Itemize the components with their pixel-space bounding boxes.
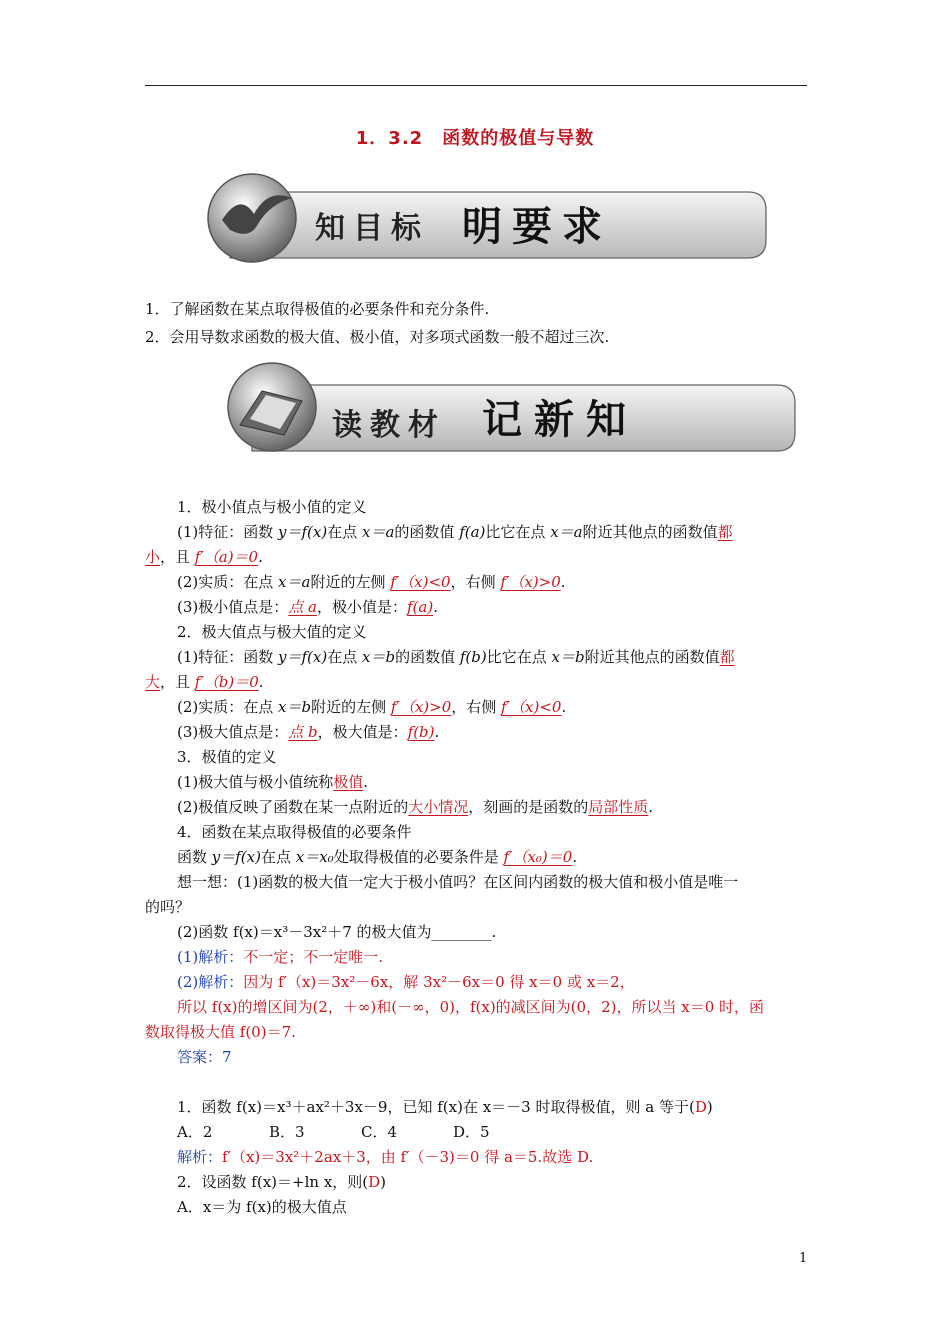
think-question-1-cont: 的吗？: [145, 898, 191, 916]
banner-goals-right: 明要求: [462, 203, 612, 250]
s3-line-2: (2)极值反映了函数在某一点附近的大小情况，刻画的是函数的局部性质.: [177, 798, 654, 816]
think-question-2: (2)函数 f(x)＝x³－3x²＋7 的极大值为________.: [177, 923, 497, 941]
s4-line-1: 函数 y＝f(x)在点 x＝x₀处取得极值的必要条件是 f′（x₀)＝0.: [177, 848, 578, 866]
s2-line-2: 大，且 f′（b)＝0.: [145, 673, 264, 691]
s1-line-2: 小，且 f′（a)＝0.: [145, 548, 263, 566]
s4-heading: 4．函数在某点取得极值的必要条件: [177, 823, 412, 841]
exercise-1-options: A．2 B．3 C．4 D．5: [177, 1123, 490, 1141]
s2-line-4: (3)极大值点是：点 b，极大值是：f(b).: [177, 723, 440, 741]
page-number: 1: [799, 1251, 808, 1266]
think-final-answer: 答案：7: [177, 1048, 232, 1066]
s2-line-1: (1)特征：函数 y＝f(x)在点 x＝b的函数值 f(b)比它在点 x＝b附近其他点的函数值都: [177, 648, 735, 666]
s1-line-4: (3)极小值点是：点 a，极小值是：f(a).: [177, 598, 438, 616]
s3-line-1: (1)极大值与极小值统称极值.: [177, 773, 369, 791]
exercise-2: 2．设函数 f(x)＝+ln x，则(D): [177, 1173, 387, 1191]
banner-textbook-left: 读教材: [332, 408, 446, 443]
exercise-1: 1．函数 f(x)＝x³＋ax²＋3x－9，已知 f(x)在 x＝－3 时取得极值，则 a 等于(D): [177, 1098, 713, 1116]
banner-textbook-right: 记新知: [482, 396, 638, 443]
think-answer-1: (1)解析：不一定；不一定唯一.: [177, 948, 384, 966]
s3-heading: 3．极值的定义: [177, 748, 277, 766]
exercise-2-option-a: A．x＝为 f(x)的极大值点: [177, 1198, 347, 1216]
goal-1: 1．了解函数在某点取得极值的必要条件和充分条件.: [145, 300, 490, 318]
s1-line-3: (2)实质：在点 x＝a附近的左侧 f′（x)<0，右侧 f′（x)>0.: [177, 573, 566, 591]
think-answer-2: (2)解析：因为 f′（x)＝3x²－6x，解 3x²－6x＝0 得 x＝0 或 x＝2，: [177, 973, 635, 991]
s1-line-1: (1)特征：函数 y＝f(x)在点 x＝a的函数值 f(a)比它在点 x＝a附近其他点的函数值都: [177, 523, 733, 541]
think-answer-4: 数取得极大值 f(0)＝7.: [145, 1023, 296, 1041]
header-rule: [145, 85, 807, 86]
think-question-1: 想一想：(1)函数的极大值一定大于极小值吗？在区间内函数的极大值和极小值是唯一: [177, 873, 739, 891]
goal-2: 2．会用导数求函数的极大值、极小值，对多项式函数一般不超过三次.: [145, 328, 610, 346]
banner-goals-left: 知目标: [315, 211, 429, 246]
section-banner-goals: [200, 170, 770, 266]
s1-heading: 1．极小值点与极小值的定义: [177, 498, 367, 516]
think-answer-3: 所以 f(x)的增区间为(2，＋∞)和(－∞，0)，f(x)的减区间为(0，2)，所以当 x＝0 时，函: [177, 998, 765, 1016]
page-title: 1．3.2 函数的极值与导数: [355, 128, 595, 149]
s2-heading: 2．极大值点与极大值的定义: [177, 623, 367, 641]
exercise-1-solution: 解析：f′（x)＝3x²＋2ax＋3，由 f′（－3)＝0 得 a＝5.故选 D.: [177, 1148, 594, 1166]
section-banner-textbook: [222, 355, 802, 457]
s2-line-3: (2)实质：在点 x＝b附近的左侧 f′（x)>0，右侧 f′（x)<0.: [177, 698, 567, 716]
